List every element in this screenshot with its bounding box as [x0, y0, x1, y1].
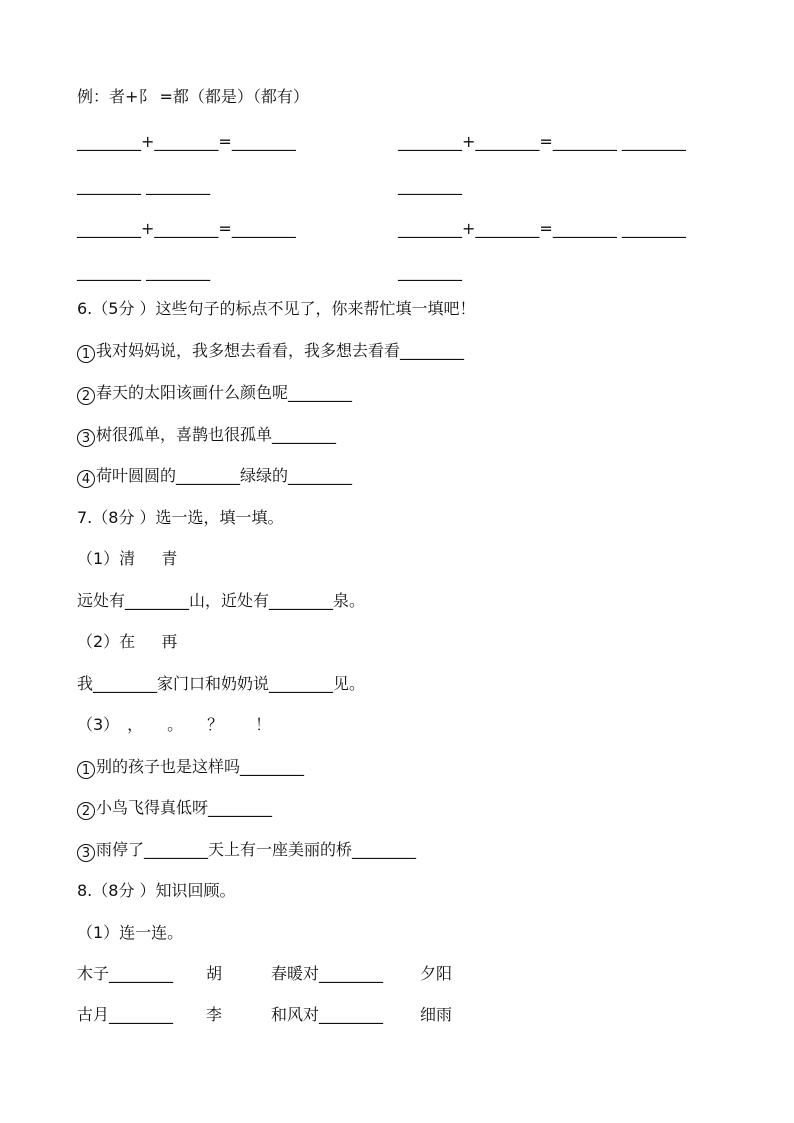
circled-number-4: 4 — [77, 470, 95, 488]
q8-row-1-pair[interactable]: 春暖对________ — [271, 964, 384, 983]
q7-item-2[interactable] — [77, 798, 272, 820]
q8-row-2-mid: 李 — [206, 1005, 223, 1024]
q6-item-4[interactable] — [77, 466, 352, 488]
circled-number-2: 2 — [77, 387, 95, 405]
q6-item-4-text: 荷叶圆圆的________绿绿的________ — [96, 466, 353, 485]
q8-row-2-right: 细雨 — [420, 1005, 453, 1024]
fill-row-4-right[interactable]: ________ — [398, 262, 462, 281]
q6-item-3[interactable] — [77, 425, 336, 447]
fill-row-1-right[interactable]: ________+________=________ ________ — [398, 132, 686, 151]
circled-number-1: 1 — [77, 761, 95, 779]
q7-part-3-choices: （3） ， 。 ？ ！ — [77, 715, 272, 734]
q6-item-2-text: 春天的太阳该画什么颜色呢________ — [96, 383, 353, 402]
q6-item-3-text: 树很孤单，喜鹊也很孤单________ — [96, 425, 337, 444]
q7-item-1-text: 别的孩子也是这样吗________ — [96, 757, 305, 776]
q7-item-1[interactable] — [77, 757, 304, 779]
q8-sub-heading: （1）连一连。 — [77, 923, 184, 942]
q7-part-2-sentence[interactable]: 我________家门口和奶奶说________见。 — [77, 674, 366, 693]
circled-number-1: 1 — [77, 345, 95, 363]
q7-part-1-choices: （1）清 青 — [77, 549, 178, 568]
q6-item-1[interactable] — [77, 341, 464, 363]
q6-item-2[interactable] — [77, 383, 352, 405]
question-8-header: 8.（8分 ）知识回顾。 — [77, 881, 236, 900]
q7-part-1-sentence[interactable]: 远处有________山，近处有________泉。 — [77, 591, 366, 610]
fill-row-1-left[interactable]: ________+________=________ — [77, 132, 296, 151]
q6-item-1-text: 我对妈妈说，我多想去看看，我多想去看看________ — [96, 341, 465, 360]
q8-row-1-right: 夕阳 — [420, 964, 453, 983]
q7-item-2-text: 小鸟飞得真低呀________ — [96, 798, 273, 817]
fill-row-2-right[interactable]: ________ — [398, 176, 462, 195]
q8-row-1-left[interactable]: 木子________ — [77, 964, 174, 983]
circled-number-2: 2 — [77, 802, 95, 820]
example-line: 例：者+阝 =都（都是）（都有） — [77, 87, 309, 106]
q7-part-2-choices: （2）在 再 — [77, 632, 178, 651]
q7-item-3-text: 雨停了________天上有一座美丽的桥________ — [96, 840, 417, 859]
fill-row-2-left[interactable]: ________ ________ — [77, 176, 211, 195]
fill-row-3-left[interactable]: ________+________=________ — [77, 219, 296, 238]
q8-row-2-left[interactable]: 古月________ — [77, 1005, 174, 1024]
circled-number-3: 3 — [77, 429, 95, 447]
circled-number-3: 3 — [77, 844, 95, 862]
fill-row-4-left[interactable]: ________ ________ — [77, 262, 211, 281]
q7-item-3[interactable] — [77, 840, 416, 862]
question-7-header: 7.（8分 ）选一选，填一填。 — [77, 508, 284, 527]
question-6-header: 6.（5分 ）这些句子的标点不见了，你来帮忙填一填吧！ — [77, 299, 476, 318]
q8-row-1-mid: 胡 — [206, 964, 223, 983]
q8-row-2-pair[interactable]: 和风对________ — [271, 1005, 384, 1024]
fill-row-3-right[interactable]: ________+________=________ ________ — [398, 219, 686, 238]
